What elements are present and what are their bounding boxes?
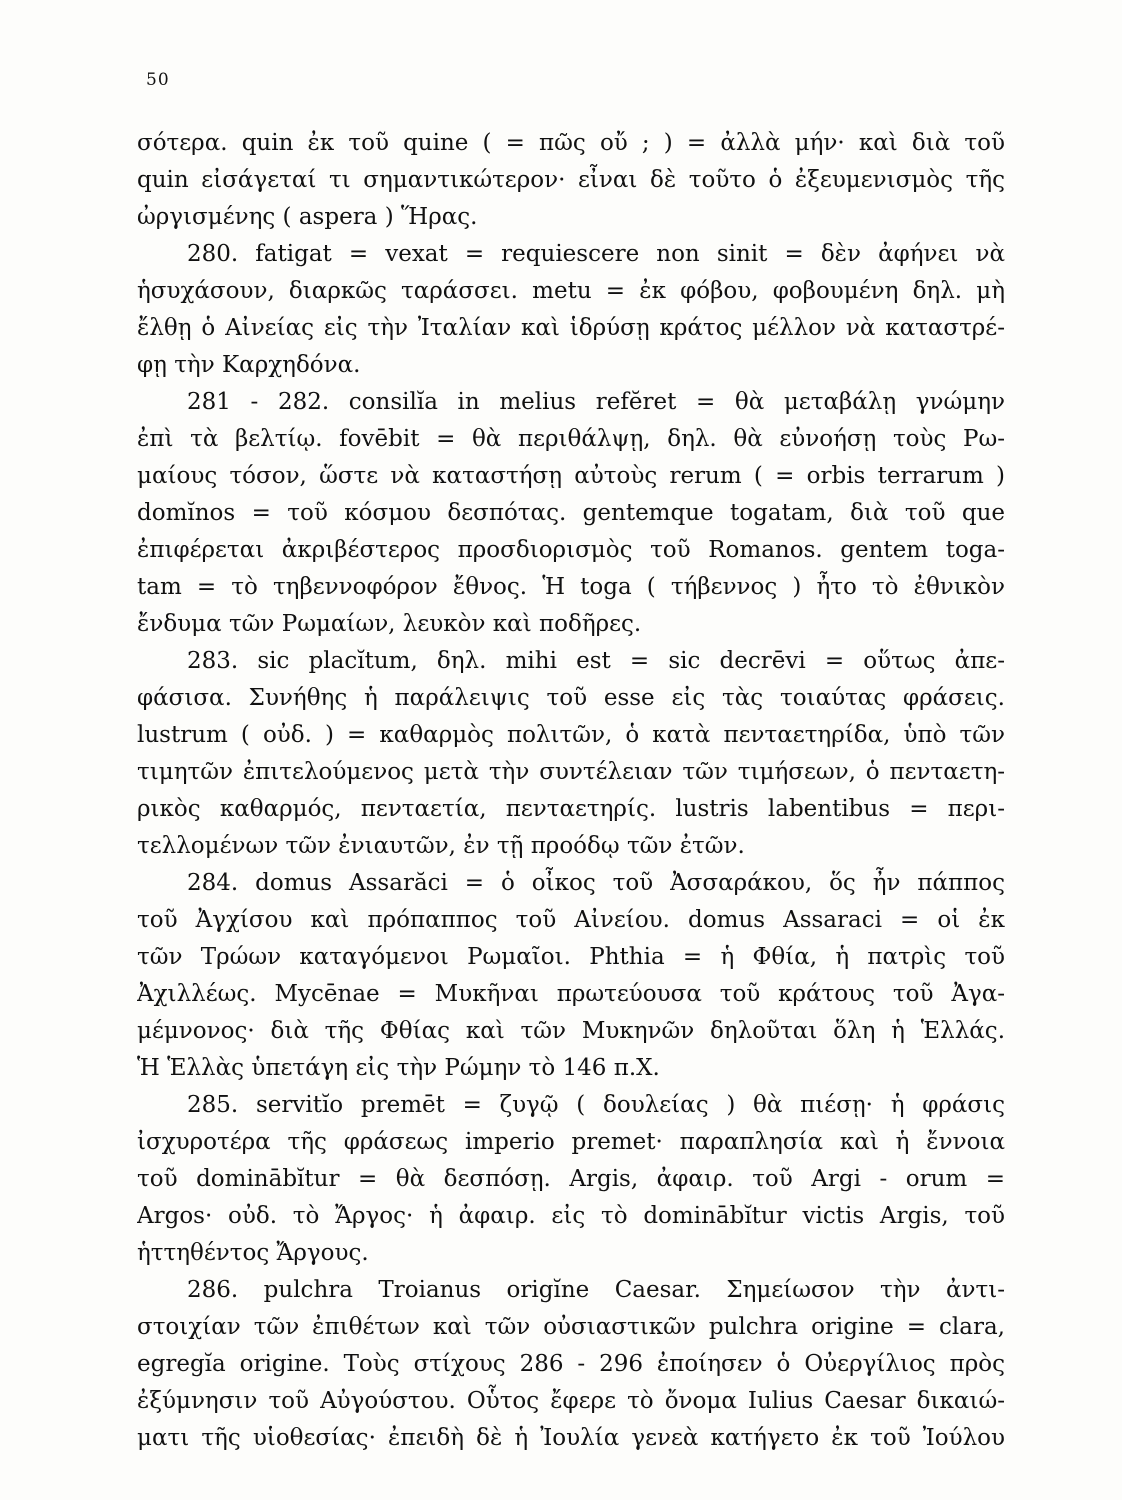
text-line: lustrum ( οὐδ. ) = καθαρμὸς πολιτῶν, ὁ κατὰ πενταετηρίδα, ὑπὸ τῶν bbox=[137, 722, 1005, 748]
text-line: Argos· οὐδ. τὸ Ἄργος· ἡ ἀφαιρ. εἰς τὸ dominābĭtur victis Argis, τοῦ bbox=[137, 1203, 1005, 1229]
text-line: φῃ τὴν Καρχηδόνα. bbox=[137, 352, 361, 378]
text-line: σότερα. quin ἐκ τοῦ quine ( = πῶς οὔ ; ) = ἀλλὰ μήν· καὶ διὰ τοῦ bbox=[137, 130, 1005, 156]
commentary-text bbox=[137, 125, 1005, 1457]
text-line: 284. domus Assarăci = ὁ οἶκος τοῦ Ἀσσαράκου, ὅς ἦν πάππος bbox=[187, 870, 1005, 896]
text-line: ἐπὶ τὰ βελτίῳ. fovēbit = θὰ περιθάλψῃ, δηλ. θὰ εὐνοήσῃ τοὺς Ρω- bbox=[137, 426, 1005, 452]
text-line: quin εἰσάγεταί τι σημαντικώτερον· εἶναι δὲ τοῦτο ὁ ἐξευμενισμὸς τῆς bbox=[137, 167, 1005, 193]
text-line: domĭnos = τοῦ κόσμου δεσπότας. gentemque togatam, διὰ τοῦ que bbox=[137, 500, 1005, 526]
text-line: tam = τὸ τηβεννοφόρον ἔθνος. Ἡ toga ( τήβεννος ) ἦτο τὸ ἐθνικὸν bbox=[137, 574, 1005, 600]
text-line: egregĭa origine. Τοὺς στίχους 286 - 296 ἐποίησεν ὁ Οὐεργίλιος πρὸς bbox=[137, 1351, 1005, 1377]
text-line: ἡσυχάσουν, διαρκῶς ταράσσει. metu = ἐκ φόβου, φοβουμένη δηλ. μὴ bbox=[137, 278, 1005, 304]
text-line: τοῦ Ἀγχίσου καὶ πρόπαππος τοῦ Αἰνείου. domus Assaraci = οἱ ἐκ bbox=[137, 907, 1005, 933]
page-number: 50 bbox=[146, 70, 170, 90]
text-line: 285. servitĭo premēt = ζυγῷ ( δουλείας ) θὰ πιέσῃ· ἡ φράσις bbox=[187, 1092, 1005, 1118]
text-line: 286. pulchra Troianus origĭne Caesar. Σημείωσον τὴν ἀντι- bbox=[187, 1277, 1005, 1303]
text-line: τελλομένων τῶν ἐνιαυτῶν, ἐν τῇ προόδῳ τῶν ἐτῶν. bbox=[137, 833, 745, 859]
text-line: Ἡ Ἑλλὰς ὑπετάγη εἰς τὴν Ρώμην τὸ 146 π.Χ. bbox=[137, 1055, 660, 1081]
text-line: τιμητῶν ἐπιτελούμενος μετὰ τὴν συντέλειαν τῶν τιμήσεων, ὁ πενταετη- bbox=[137, 759, 1005, 785]
text-line: ἔλθῃ ὁ Αἰνείας εἰς τὴν Ἰταλίαν καὶ ἱδρύσῃ κράτος μέλλον νὰ καταστρέ- bbox=[137, 315, 1005, 341]
text-line: ρικὸς καθαρμός, πενταετία, πενταετηρίς. lustris labentibus = περι- bbox=[137, 796, 1005, 822]
text-line: 281 - 282. consilĭa in melius refĕret = θὰ μεταβάλῃ γνώμην bbox=[187, 389, 1005, 415]
text-line: μαίους τόσον, ὥστε νὰ καταστήσῃ αὐτοὺς rerum ( = orbis terrarum ) bbox=[137, 463, 1005, 489]
text-line: τῶν Τρώων καταγόμενοι Ρωμαῖοι. Phthia = ἡ Φθία, ἡ πατρὶς τοῦ bbox=[137, 944, 1005, 970]
text-line: μέμνονος· διὰ τῆς Φθίας καὶ τῶν Μυκηνῶν δηλοῦται ὅλη ἡ Ἑλλάς. bbox=[137, 1018, 1005, 1044]
text-line: 280. fatigat = vexat = requiescere non sinit = δὲν ἀφήνει νὰ bbox=[187, 241, 1005, 267]
text-line: φάσισα. Συνήθης ἡ παράλειψις τοῦ esse εἰς τὰς τοιαύτας φράσεις. bbox=[137, 685, 1005, 711]
text-line: ἰσχυροτέρα τῆς φράσεως imperio premet· παραπλησία καὶ ἡ ἔννοια bbox=[137, 1129, 1005, 1155]
text-line: ἡττηθέντος Ἄργους. bbox=[137, 1240, 369, 1266]
text-line: τοῦ dominābĭtur = θὰ δεσπόσῃ. Argis, ἀφαιρ. τοῦ Argi - orum = bbox=[137, 1166, 1005, 1192]
text-line: στοιχίαν τῶν ἐπιθέτων καὶ τῶν οὐσιαστικῶν pulchra origine = clara, bbox=[137, 1314, 1005, 1340]
text-line: Ἀχιλλέως. Mycēnae = Μυκῆναι πρωτεύουσα τοῦ κράτους τοῦ Ἀγα- bbox=[137, 981, 1005, 1007]
text-line: ἐπιφέρεται ἀκριβέστερος προσδιορισμὸς τοῦ Romanos. gentem toga- bbox=[137, 537, 1005, 563]
text-line: ματι τῆς υἱοθεσίας· ἐπειδὴ δὲ ἡ Ἰουλία γενεὰ κατήγετο ἐκ τοῦ Ἰούλου bbox=[137, 1425, 1005, 1451]
text-line: ἐξύμνησιν τοῦ Αὐγούστου. Οὗτος ἔφερε τὸ ὄνομα Iulius Caesar δικαιώ- bbox=[137, 1388, 1005, 1414]
text-line: 283. sic placĭtum, δηλ. mihi est = sic decrēvi = οὕτως ἀπε- bbox=[187, 648, 1005, 674]
text-line: ἔνδυμα τῶν Ρωμαίων, λευκὸν καὶ ποδῆρες. bbox=[137, 611, 642, 637]
text-line: ὠργισμένης ( aspera ) Ἥρας. bbox=[137, 204, 478, 230]
